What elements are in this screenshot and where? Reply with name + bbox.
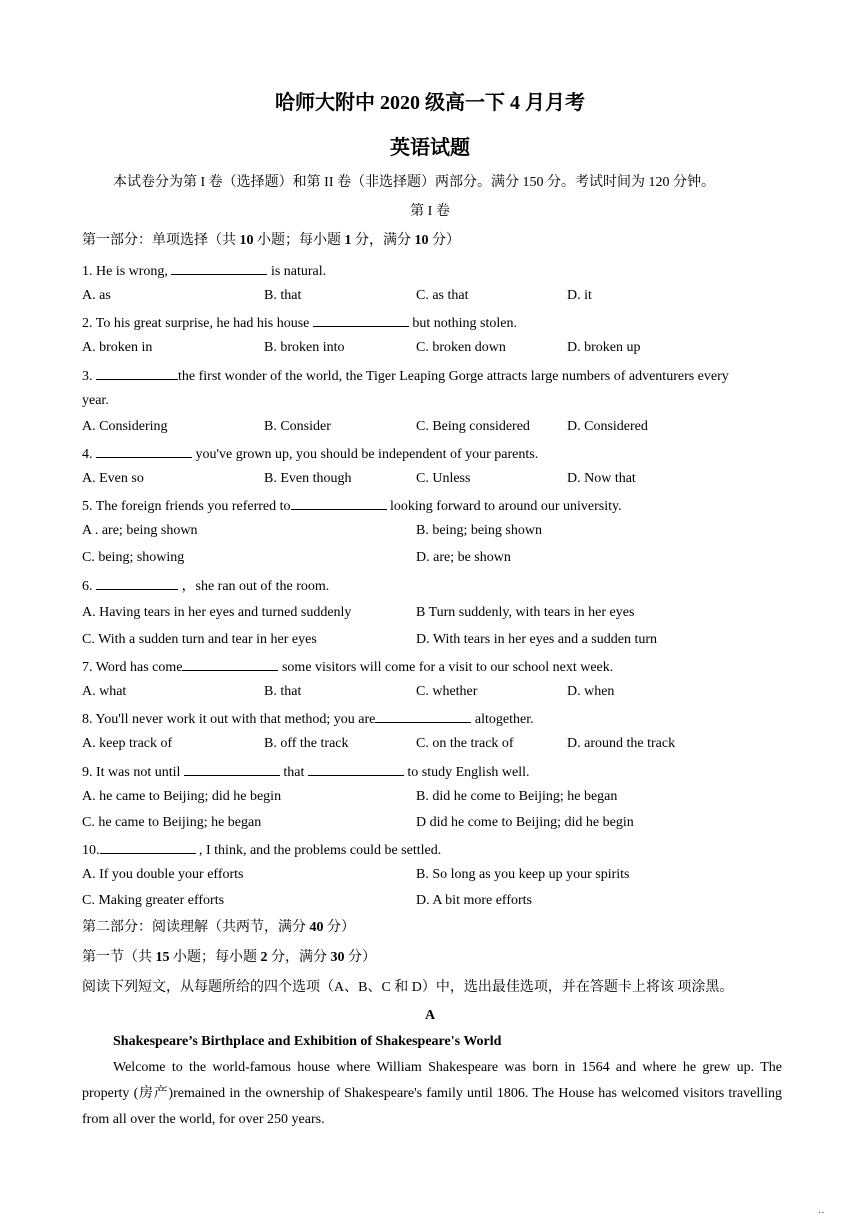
answer-blank (100, 840, 196, 854)
q3-option-d: D. Considered (567, 419, 648, 434)
q5-option-b: B. being; being shown (416, 523, 542, 538)
q9-option-c: C. he came to Beijing; he began (82, 815, 262, 830)
q2-option-d: D. broken up (567, 340, 641, 355)
answer-blank (184, 762, 280, 776)
q5-option-a: A . are; being shown (82, 523, 198, 538)
exam-title: 哈师大附中 2020 级高一下 4 月月考 (275, 92, 585, 114)
answer-blank (96, 444, 192, 458)
q10-option-c: C. Making greater efforts (82, 893, 225, 908)
q8-option-b: B. off the track (264, 736, 349, 751)
answer-blank (96, 366, 178, 380)
q6-option-a: A. Having tears in her eyes and turned suddenly (82, 605, 352, 620)
q10-option-b: B. So long as you keep up your spirits (416, 867, 630, 882)
q7-option-b: B. that (264, 684, 302, 699)
q5-option-d: D. are; be shown (416, 550, 511, 565)
question-1: 1. He is wrong, is natural. (82, 261, 326, 281)
question-7: 7. Word has come some visitors will come for a visit to our school next week. (82, 657, 613, 677)
q3-option-b: B. Consider (264, 419, 331, 434)
q1-option-c: C. as that (416, 288, 469, 303)
question-9: 9. It was not until that to study English well. (82, 762, 530, 782)
q2-option-a: A. broken in (82, 340, 153, 355)
question-5: 5. The foreign friends you referred to looking forward to around our university. (82, 496, 622, 516)
q6-option-d: D. With tears in her eyes and a sudden turn (416, 632, 658, 647)
question-8: 8. You'll never work it out with that method; you are altogether. (82, 709, 534, 729)
answer-blank (171, 261, 267, 275)
q8-option-c: C. on the track of (416, 736, 514, 751)
answer-blank (96, 576, 178, 590)
q7-option-c: C. whether (416, 684, 478, 699)
question-2: 2. To his great surprise, he had his house but nothing stolen. (82, 313, 517, 333)
q4-option-c: C. Unless (416, 471, 471, 486)
answer-blank (375, 709, 471, 723)
volume-label: 第 I 卷 (410, 204, 450, 219)
answer-blank (308, 762, 404, 776)
q8-option-a: A. keep track of (82, 736, 173, 751)
question-10: 10. , I think, and the problems could be settled. (82, 840, 441, 860)
q1-option-b: B. that (264, 288, 302, 303)
q5-option-c: C. being; showing (82, 550, 185, 565)
q7-option-d: D. when (567, 684, 615, 699)
q10-option-d: D. A bit more efforts (416, 893, 533, 908)
q8-option-d: D. around the track (567, 736, 676, 751)
passage-paragraph: Welcome to the world-famous house where William Shakespeare was born in 1564 and where he grew up. The property (房产)remained in the ownership of Shakespeare's family until 1806. The House has welcomed visitors travelling from all over the world, for over 250 years. (82, 1060, 782, 1127)
q6-option-b: B Turn suddenly, with tears in her eyes (416, 605, 635, 620)
q3-option-a: A. Considering (82, 419, 168, 434)
q6-option-c: C. With a sudden turn and tear in her eyes (82, 632, 317, 647)
q4-option-d: D. Now that (567, 471, 636, 486)
q7-option-a: A. what (82, 684, 127, 699)
answer-blank (313, 313, 409, 327)
exam-intro: 本试卷分为第 I 卷（选择题）和第 II 卷（非选择题）两部分。满分 150 分。考试时间为 120 分钟。 (113, 175, 715, 190)
reading-instruction: 阅读下列短文，从每题所给的四个选项（A、B、C 和 D）中，选出最佳选项，并在答题卡上将该 项涂黑。 (82, 980, 734, 995)
part1-heading: 第一部分：单项选择（共 10 小题；每小题 1 分，满分 10 分） (82, 233, 460, 248)
q9-option-a: A. he came to Beijing; did he begin (82, 789, 282, 804)
passage-title: Shakespeare’s Birthplace and Exhibition of Shakespeare's World (113, 1034, 502, 1049)
q2-option-c: C. broken down (416, 340, 506, 355)
q2-option-b: B. broken into (264, 340, 345, 355)
exam-subtitle: 英语试题 (390, 137, 470, 159)
page-corner-mark: ·· (818, 1208, 825, 1219)
q1-option-d: D. it (567, 288, 592, 303)
passage-letter: A (424, 1008, 436, 1023)
part2-heading: 第二部分：阅读理解（共两节，满分 40 分） (82, 920, 355, 935)
q9-option-b: B. did he come to Beijing; he began (416, 789, 618, 804)
question-3: 3. the first wonder of the world, the Tiger Leaping Gorge attracts large numbers of adventurers every (82, 366, 729, 386)
answer-blank (291, 496, 387, 510)
q10-option-a: A. If you double your efforts (82, 867, 244, 882)
section1-heading: 第一节（共 15 小题；每小题 2 分，满分 30 分） (82, 950, 376, 965)
question-6: 6. ，she ran out of the room. (82, 576, 329, 596)
question-3-continued: year. (82, 393, 109, 408)
q3-option-c: C. Being considered (416, 419, 530, 434)
q9-option-d: D did he come to Beijing; did he begin (416, 815, 634, 830)
q4-option-a: A. Even so (82, 471, 144, 486)
answer-blank (182, 657, 278, 671)
question-4: 4. you've grown up, you should be independent of your parents. (82, 444, 538, 464)
q1-option-a: A. as (82, 288, 111, 303)
q4-option-b: B. Even though (264, 471, 352, 486)
